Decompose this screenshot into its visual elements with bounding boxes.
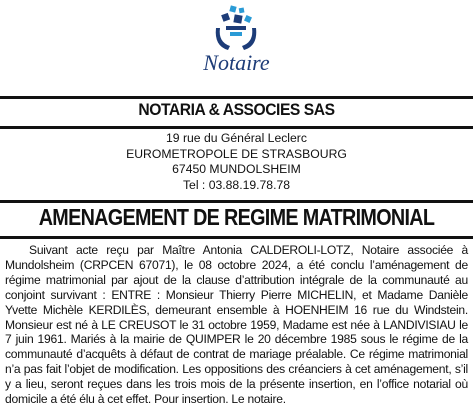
address-line: 19 rue du Général Leclerc bbox=[166, 131, 307, 145]
notaire-logo bbox=[0, 4, 473, 76]
address-line: 67450 MUNDOLSHEIM bbox=[172, 162, 301, 176]
notice-title: AMENAGEMENT DE REGIME MATRIMONIAL bbox=[38, 204, 435, 230]
divider-firm bbox=[0, 126, 473, 129]
logo-text: Notaire bbox=[203, 50, 270, 75]
divider-title-bottom bbox=[0, 236, 473, 239]
notaire-emblem-icon bbox=[208, 4, 264, 54]
firm-name: NOTARIA & ASSOCIES SAS bbox=[138, 100, 335, 119]
notice-body: Suivant acte reçu par Maître Antonia CALDEROLI-LOTZ, Notaire associée à Mundolsheim (CRPCEN 67071), le 08 octobre 2024, a été conclu l’aménagement de régime matrimonial par ajout de la clause d’attribution intégrale de la communauté au conjoint survivant : ENTRE : Monsieur Thierry Pierre MICHELIN, et Madame Danièle Yvette Michèle KERDILÈS, demeurant ensemble à HOENHEIM 16 rue du Windstein. Monsieur est né à LE CREUSOT le 31 octobre 1959, Madame est née à LANDIVISIAU le 7 juin 1961. Mariés à la mairie de QUIMPER le 20 décembre 1985 sous le régime de la communauté d’acquêts à défaut de contrat de mariage préalable. Ce régime matrimonial n’a pas fait l’objet de modification. Les oppositions des créanciers à cet aménagement, s’il y a lieu, seront reçues dans les trois mois de la présente insertion, en l’office notarial où domicile a été élu à cet effet. Pour insertion. Le notaire. bbox=[5, 243, 468, 407]
divider-title-top bbox=[0, 200, 473, 203]
divider-top bbox=[0, 96, 473, 99]
phone-line: Tel : 03.88.19.78.78 bbox=[182, 177, 291, 192]
firm-header bbox=[0, 100, 473, 120]
address-line: EUROMETROPOLE DE STRASBOURG bbox=[126, 146, 347, 161]
firm-address bbox=[0, 131, 473, 193]
